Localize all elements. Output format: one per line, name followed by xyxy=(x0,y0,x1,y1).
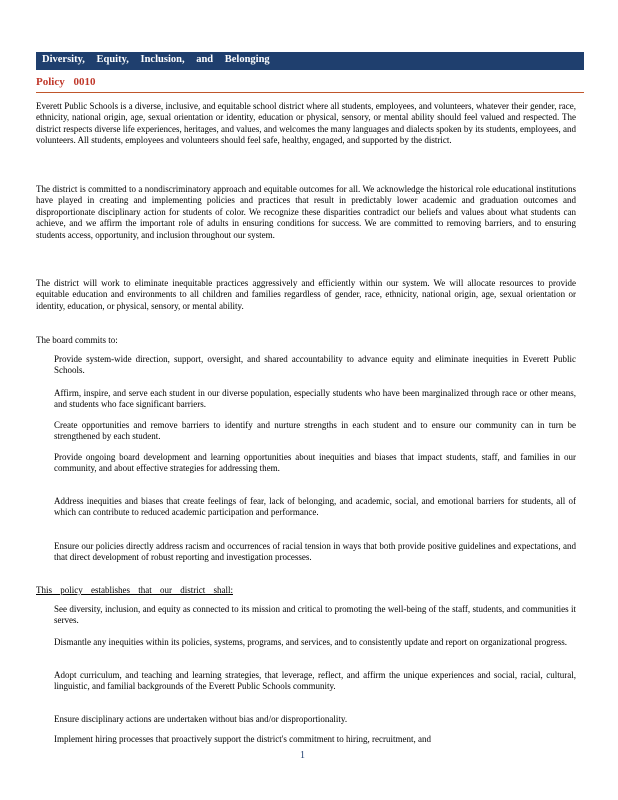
list-item xyxy=(36,734,576,745)
list-item xyxy=(36,637,576,648)
paragraph-text: The board commits to: xyxy=(36,335,118,345)
list-item-text: Provide ongoing board development and learning opportunities about inequities and biases that impact students, staff, and families in our community, and about effective strategies for addressing them. xyxy=(54,452,576,474)
title-bar xyxy=(36,52,584,70)
heading-rule xyxy=(36,92,584,93)
list-item-text: Affirm, inspire, and serve each student in our diverse population, especially students who have been marginalized through race or other means, and students who face significant barriers. xyxy=(54,388,576,410)
list-item-text: See diversity, inclusion, and equity as connected to its mission and critical to promoting the well-being of the staff, students, and communities it serves. xyxy=(54,604,576,626)
list-item xyxy=(36,388,576,411)
list-item xyxy=(36,354,576,377)
list-item-text: Provide system-wide direction, support, oversight, and shared accountability to advance equity and eliminate inequities in Everett Public Schools. xyxy=(54,354,576,376)
list-item-text: Create opportunities and remove barriers to identify and nurture strengths in each student and to ensure our community can in turn be strengthened by each student. xyxy=(54,420,576,442)
list-item-text: Address inequities and biases that create feelings of fear, lack of belonging, and academic, social, and emotional barriers for students, all of which can contribute to reduced academic participation and performance. xyxy=(54,496,576,518)
paragraph-text: Everett Public Schools is a diverse, inclusive, and equitable school district where all students, employees, and volunteers, whatever their gender, race, ethnicity, national origin, age, sexual orientation or identity, education or physical, sensory, or mental ability should feel valued and respected. The district respects diverse life experiences, heritages, and values, and welcomes the many languages and dialects spoken by its students, employees, and volunteers. All students, employees and volunteers should feel safe, healthy, engaged, and supported by the district. xyxy=(36,101,576,146)
paragraph-text: The district is committed to a nondiscriminatory approach and equitable outcomes for all. We acknowledge the historical role educational institutions have played in creating and implementing policies and practices that result in predictably lower academic and graduation outcomes and disproportionate disciplinary action for students of color. We recognize these disparities contradict our beliefs and values about what students can achieve, and we affirm the important role of adults in ensuring conditions for success. We are committed to removing barriers, and to ensuring students access, opportunity, and inclusion throughout our system. xyxy=(36,184,576,240)
paragraph-commitment xyxy=(36,184,576,241)
paragraph-intro xyxy=(36,101,576,147)
paragraph-board-intro xyxy=(36,335,576,346)
list-item xyxy=(36,452,576,475)
list-item-text: Implement hiring processes that proactively support the district's commitment to hiring, recruitment, and xyxy=(54,734,432,744)
list-item xyxy=(36,496,576,519)
list-item-text: Ensure our policies directly address racism and occurrences of racial tension in ways that both provide positive guidelines and expectations, and that direct development of robust reporting and investigation processes. xyxy=(54,541,576,563)
policy-title: Diversity, Equity, Inclusion, and Belonging xyxy=(42,54,270,65)
section-intro: This policy establishes that our district shall: xyxy=(36,585,233,595)
list-item xyxy=(36,670,576,693)
list-item xyxy=(36,541,576,564)
list-item xyxy=(36,714,576,725)
page-number: 1 xyxy=(300,750,305,761)
policy-number: Policy 0010 xyxy=(36,76,96,88)
list-item xyxy=(36,420,576,443)
list-item-text: Adopt curriculum, and teaching and learning strategies, that leverage, reflect, and affirm the unique experiences and social, racial, cultural, linguistic, and familial backgrounds of the Everett Public Schools community. xyxy=(54,670,576,692)
paragraph-text: The district will work to eliminate inequitable practices aggressively and efficiently within our system. We will allocate resources to provide equitable education and environments to all children and families regardless of gender, race, ethnicity, national origin, age, sexual orientation or identity, education, or physical, sensory, or mental ability. xyxy=(36,278,576,311)
list-item xyxy=(36,604,576,627)
list-item-text: Dismantle any inequities within its policies, systems, programs, and services, and to consistently update and report on organizational progress. xyxy=(54,637,567,647)
list-item-text: Ensure disciplinary actions are undertaken without bias and/or disproportionality. xyxy=(54,714,348,724)
paragraph-eliminate xyxy=(36,278,576,312)
